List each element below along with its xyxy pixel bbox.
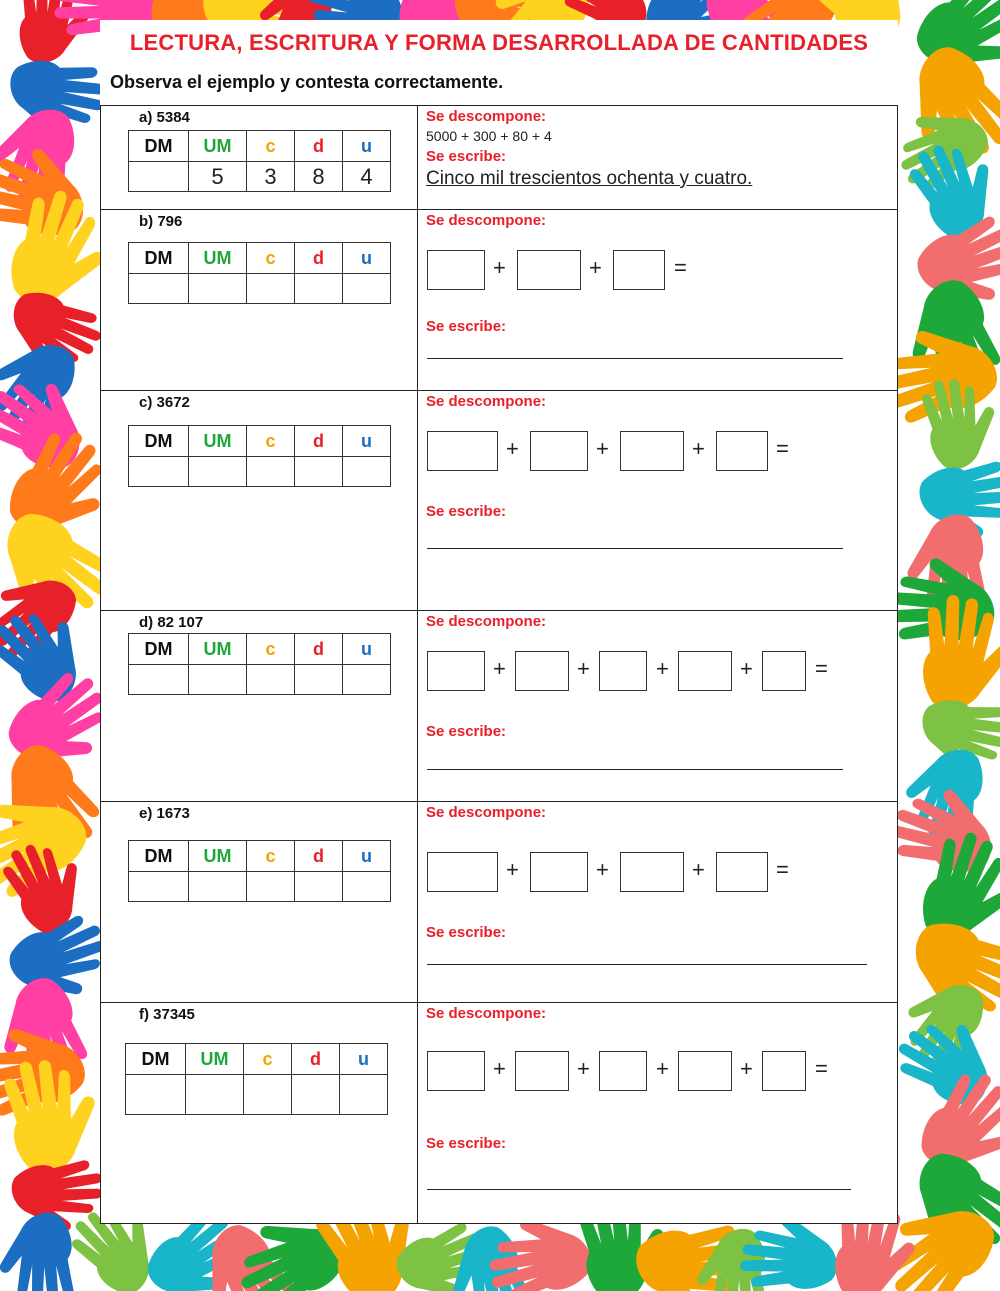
digit-input-cell-um[interactable]	[186, 1075, 244, 1115]
equals-sign: =	[815, 656, 828, 681]
plus-sign: +	[692, 857, 705, 882]
answer-line[interactable]	[427, 769, 843, 770]
digit-input-cell-um[interactable]	[189, 457, 247, 487]
exercise-row-e	[101, 802, 897, 1003]
exercise-label: f) 37345	[139, 1006, 195, 1023]
addend-input-box[interactable]	[716, 852, 768, 892]
worksheet	[100, 20, 898, 1224]
exercise-label: c) 3672	[139, 394, 190, 411]
digit-input-cell-u[interactable]	[343, 457, 391, 487]
header-um: UM	[189, 243, 247, 274]
plus-sign: +	[506, 436, 519, 461]
digit-input-cell-d[interactable]	[295, 457, 343, 487]
plus-sign: +	[493, 656, 506, 681]
header-d: d	[295, 634, 343, 665]
digit-cell-um: 5	[189, 162, 247, 192]
decompose-label: Se descompone:	[426, 212, 547, 229]
decomposition-text: 5000 + 300 + 80 + 4	[426, 128, 552, 144]
addend-input-box[interactable]	[716, 431, 768, 471]
digit-input-cell-dm[interactable]	[129, 872, 189, 902]
header-um: UM	[189, 841, 247, 872]
write-label: Se escribe:	[426, 318, 507, 335]
exercise-row-d	[101, 611, 897, 802]
addend-input-box[interactable]	[620, 852, 684, 892]
place-value-table	[128, 840, 391, 902]
plus-sign: +	[506, 857, 519, 882]
digit-input-cell-dm[interactable]	[129, 665, 189, 695]
digit-input-cell-d[interactable]	[295, 872, 343, 902]
plus-sign: +	[577, 656, 590, 681]
header-u: u	[343, 634, 391, 665]
header-d: d	[295, 131, 343, 162]
digit-cell-d: 8	[295, 162, 343, 192]
addend-input-box[interactable]	[530, 431, 588, 471]
answer-line[interactable]	[427, 1189, 851, 1190]
header-d: d	[295, 426, 343, 457]
header-u: u	[343, 243, 391, 274]
digit-input-cell-c[interactable]	[247, 274, 295, 304]
digit-input-cell-um[interactable]	[189, 274, 247, 304]
digit-cell-u: 4	[343, 162, 391, 192]
exercise-label: a) 5384	[139, 109, 190, 126]
equals-sign: =	[776, 857, 789, 882]
addend-input-box[interactable]	[620, 431, 684, 471]
addend-input-box[interactable]	[530, 852, 588, 892]
digit-cell-c: 3	[247, 162, 295, 192]
write-label: Se escribe:	[426, 924, 507, 941]
digit-input-cell-u[interactable]	[343, 872, 391, 902]
plus-sign: +	[596, 436, 609, 461]
addend-input-box[interactable]	[762, 1051, 806, 1091]
digit-input-cell-c[interactable]	[247, 872, 295, 902]
header-d: d	[295, 243, 343, 274]
equals-sign: =	[674, 255, 687, 280]
plus-sign: +	[740, 1056, 753, 1081]
addend-input-box[interactable]	[515, 651, 569, 691]
exercise-grid	[100, 105, 898, 1224]
header-c: c	[247, 841, 295, 872]
header-c: c	[247, 426, 295, 457]
header-um: UM	[186, 1044, 244, 1075]
addend-input-box[interactable]	[427, 431, 498, 471]
digit-input-cell-c[interactable]	[244, 1075, 292, 1115]
addend-input-box[interactable]	[613, 250, 665, 290]
addend-input-box[interactable]	[678, 651, 732, 691]
answer-line[interactable]	[427, 548, 843, 549]
plus-sign: +	[589, 255, 602, 280]
exercise-label: d) 82 107	[139, 614, 204, 631]
addend-input-box[interactable]	[517, 250, 581, 290]
digit-input-cell-d[interactable]	[292, 1075, 340, 1115]
instructions-text: Observa el ejemplo y contesta correctamente.	[110, 72, 504, 92]
place-value-table	[128, 130, 391, 192]
write-label: Se escribe:	[426, 1135, 507, 1152]
addend-input-box[interactable]	[599, 651, 647, 691]
place-value-table	[128, 633, 391, 695]
digit-input-cell-dm[interactable]	[129, 457, 189, 487]
write-label: Se escribe:	[426, 723, 507, 740]
decompose-label: Se descompone:	[426, 393, 547, 410]
plus-sign: +	[596, 857, 609, 882]
header-dm: DM	[129, 243, 189, 274]
header-um: UM	[189, 634, 247, 665]
header-c: c	[247, 243, 295, 274]
digit-input-cell-u[interactable]	[343, 274, 391, 304]
header-u: u	[343, 426, 391, 457]
place-value-table	[128, 425, 391, 487]
header-u: u	[340, 1044, 388, 1075]
equals-sign: =	[776, 436, 789, 461]
header-u: u	[343, 131, 391, 162]
plus-sign: +	[656, 656, 669, 681]
decompose-label: Se descompone:	[426, 108, 547, 125]
header-um: UM	[189, 426, 247, 457]
digit-input-cell-dm[interactable]	[129, 274, 189, 304]
addend-input-box[interactable]	[678, 1051, 732, 1091]
exercise-label: b) 796	[139, 213, 183, 230]
addend-input-box[interactable]	[427, 250, 485, 290]
header-u: u	[343, 841, 391, 872]
header-dm: DM	[129, 131, 189, 162]
plus-sign: +	[692, 436, 705, 461]
digit-input-cell-u[interactable]	[343, 665, 391, 695]
addend-input-box[interactable]	[762, 651, 806, 691]
write-label: Se escribe:	[426, 503, 507, 520]
header-um: UM	[189, 131, 247, 162]
header-dm: DM	[129, 426, 189, 457]
digit-input-cell-u[interactable]	[340, 1075, 388, 1115]
answer-line[interactable]	[427, 964, 867, 965]
decompose-label: Se descompone:	[426, 1005, 547, 1022]
header-c: c	[244, 1044, 292, 1075]
header-dm: DM	[129, 841, 189, 872]
page-title: LECTURA, ESCRITURA Y FORMA DESARROLLADA DE CANTIDADES	[129, 30, 869, 55]
exercise-row-b	[101, 210, 897, 391]
digit-cell-dm	[129, 162, 189, 192]
hand-print-decoration	[739, 1214, 837, 1290]
header-d: d	[292, 1044, 340, 1075]
exercise-label: e) 1673	[139, 805, 190, 822]
exercise-row-f	[101, 1003, 897, 1223]
plus-sign: +	[656, 1056, 669, 1081]
place-value-table	[125, 1043, 388, 1115]
addend-input-box[interactable]	[427, 852, 498, 892]
addend-input-box[interactable]	[427, 651, 485, 691]
digit-input-cell-d[interactable]	[295, 665, 343, 695]
addend-input-box[interactable]	[427, 1051, 485, 1091]
equals-sign: =	[815, 1056, 828, 1081]
answer-line[interactable]	[427, 358, 843, 359]
header-dm: DM	[126, 1044, 186, 1075]
digit-input-cell-dm[interactable]	[126, 1075, 186, 1115]
exercise-row-c	[101, 391, 897, 611]
decompose-label: Se descompone:	[426, 804, 547, 821]
decompose-label: Se descompone:	[426, 613, 547, 630]
digit-input-cell-um[interactable]	[189, 872, 247, 902]
digit-input-cell-d[interactable]	[295, 274, 343, 304]
plus-sign: +	[493, 255, 506, 280]
plus-sign: +	[740, 656, 753, 681]
digit-input-cell-um[interactable]	[189, 665, 247, 695]
digit-input-cell-c[interactable]	[247, 665, 295, 695]
place-value-table	[128, 242, 391, 304]
digit-input-cell-c[interactable]	[247, 457, 295, 487]
write-label: Se escribe:	[426, 148, 507, 165]
header-c: c	[247, 131, 295, 162]
header-c: c	[247, 634, 295, 665]
header-d: d	[295, 841, 343, 872]
written-number-text: Cinco mil trescientos ochenta y cuatro.	[426, 168, 753, 189]
addend-input-box[interactable]	[599, 1051, 647, 1091]
addend-input-box[interactable]	[515, 1051, 569, 1091]
exercise-row-a	[101, 106, 897, 210]
plus-sign: +	[493, 1056, 506, 1081]
header-dm: DM	[129, 634, 189, 665]
plus-sign: +	[577, 1056, 590, 1081]
